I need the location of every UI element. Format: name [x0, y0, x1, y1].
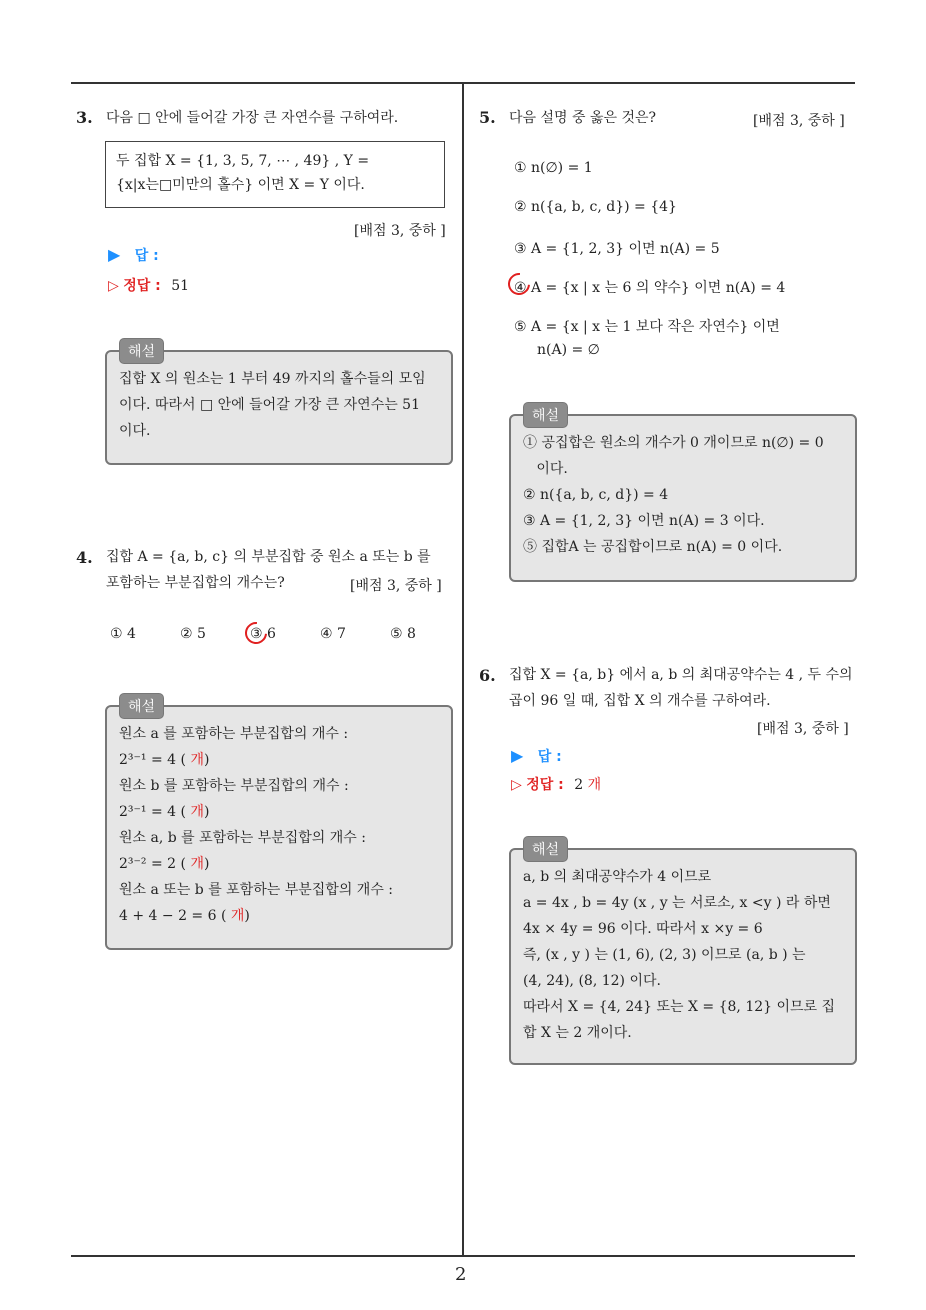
- q6-expl-line6: 따라서 X = {4, 24} 또는 X = {8, 12} 이므로 집: [523, 999, 836, 1015]
- q4-expl-line2: 2³⁻¹ = 4 ( 개): [119, 752, 210, 768]
- q6-answer-label: 답 :: [537, 749, 562, 765]
- q4-explanation-tab: 해설: [119, 693, 164, 719]
- q3-box-line1: 두 집합 X = {1, 3, 5, 7, ⋯ , 49} , Y =: [116, 153, 370, 169]
- q6-key-row: [511, 774, 601, 794]
- q4-number: 4.: [76, 548, 93, 567]
- q4-option-5[interactable]: ⑤ 8: [390, 626, 416, 642]
- q6-key-label: 정답 :: [526, 777, 564, 793]
- q4-expl-line7: 원소 a 또는 b 를 포함하는 부분집합의 개수 :: [119, 882, 394, 898]
- q5-option-4[interactable]: ④ A = {x | x 는 6 의 약수} 이면 n(A) = 4: [514, 280, 786, 296]
- bottom-rule: [71, 1255, 855, 1257]
- outline-triangle-icon: ▷: [108, 278, 119, 294]
- q4-option-2[interactable]: ② 5: [180, 626, 206, 642]
- play-triangle-icon: ▶: [511, 746, 524, 765]
- q4-expl-line1: 원소 a 를 포함하는 부분집합의 개수 :: [119, 726, 349, 742]
- q4-expl-line5: 원소 a, b 를 포함하는 부분집합의 개수 :: [119, 830, 366, 846]
- q4-option-4[interactable]: ④ 7: [320, 626, 346, 642]
- q6-answer-row[interactable]: [511, 746, 562, 766]
- q3-expl-line2: 이다. 따라서 □ 안에 들어갈 가장 큰 자연수는 51: [119, 397, 421, 413]
- q5-option-5[interactable]: ⑤ A = {x | x 는 1 보다 작은 자연수} 이면: [514, 319, 780, 335]
- q3-key-value: 51: [171, 278, 190, 294]
- q3-condition-box: [105, 141, 445, 208]
- q5-option-2[interactable]: ② n({a, b, c, d}) = {4}: [514, 199, 677, 215]
- q3-number: 3.: [76, 108, 93, 127]
- q6-question-line2: 곱이 96 일 때, 집합 X 의 개수를 구하여라.: [509, 693, 771, 709]
- q3-key-label: 정답 :: [123, 278, 161, 294]
- q6-number: 6.: [479, 666, 496, 685]
- q5-option-1[interactable]: ① n(∅) = 1: [514, 160, 593, 176]
- q3-answer-row[interactable]: [108, 245, 159, 265]
- q5-explanation-tab: 해설: [523, 402, 568, 428]
- column-divider: [462, 83, 464, 1256]
- q6-score: [배점 3, 중하 ]: [757, 721, 849, 737]
- q4-question-line2: 포함하는 부분집합의 개수는?: [106, 575, 285, 591]
- q4-option-1[interactable]: ① 4: [110, 626, 136, 642]
- play-triangle-icon: ▶: [108, 245, 121, 264]
- q6-expl-line2: a = 4x , b = 4y (x , y 는 서로소, x <y ) 라 하면: [523, 895, 831, 911]
- q4-expl-line8: 4 + 4 − 2 = 6 ( 개): [119, 908, 250, 924]
- q3-key-row: [108, 275, 189, 295]
- q6-key-unit: 개: [587, 777, 602, 793]
- q3-answer-label: 답 :: [134, 248, 159, 264]
- q4-question-line1: 집합 A = {a, b, c} 의 부분집합 중 원소 a 또는 b 를: [106, 549, 431, 565]
- q5-expl-line1: ① 공집합은 원소의 개수가 0 개이므로 n(∅) = 0: [523, 435, 824, 451]
- page-number: 2: [455, 1264, 467, 1285]
- q4-expl-line4: 2³⁻¹ = 4 ( 개): [119, 804, 210, 820]
- q5-expl-line3: ② n({a, b, c, d}) = 4: [523, 487, 669, 503]
- q6-question-line1: 집합 X = {a, b} 에서 a, b 의 최대공약수는 4 , 두 수의: [509, 667, 853, 683]
- q3-explanation-tab: 해설: [119, 338, 164, 364]
- q3-expl-line1: 집합 X 의 원소는 1 부터 49 까지의 홀수들의 모임: [119, 371, 426, 387]
- q6-expl-line3: 4x × 4y = 96 이다. 따라서 x ×y = 6: [523, 921, 763, 937]
- q3-expl-line3: 이다.: [119, 423, 151, 439]
- q5-expl-line4: ③ A = {1, 2, 3} 이면 n(A) = 3 이다.: [523, 513, 765, 529]
- q6-expl-line4: 즉, (x , y ) 는 (1, 6), (2, 3) 이므로 (a, b ) 는: [523, 947, 806, 963]
- q4-option-3[interactable]: ③ 6: [250, 626, 276, 642]
- q4-expl-line6: 2³⁻² = 2 ( 개): [119, 856, 210, 872]
- q5-explanation-box: [509, 414, 857, 582]
- q6-explanation-tab: 해설: [523, 836, 568, 862]
- q6-expl-line5: (4, 24), (8, 12) 이다.: [523, 973, 661, 989]
- q5-expl-line2: 이다.: [523, 461, 568, 477]
- q4-explanation-box: [105, 705, 453, 950]
- q5-option-3[interactable]: ③ A = {1, 2, 3} 이면 n(A) = 5: [514, 241, 720, 257]
- q5-score: [배점 3, 중하 ]: [753, 113, 845, 129]
- q6-key-value: 2: [574, 777, 584, 793]
- q6-expl-line1: a, b 의 최대공약수가 4 이므로: [523, 869, 712, 885]
- q4-selected-circle-icon: [241, 618, 272, 649]
- q5-number: 5.: [479, 108, 496, 127]
- outline-triangle-icon: ▷: [511, 777, 522, 793]
- q3-explanation-box: [105, 350, 453, 465]
- q4-expl-line3: 원소 b 를 포함하는 부분집합의 개수 :: [119, 778, 349, 794]
- q5-expl-line5: ⑤ 집합A 는 공집합이므로 n(A) = 0 이다.: [523, 539, 783, 555]
- q6-explanation-box: [509, 848, 857, 1065]
- q5-option-5-cont: n(A) = ∅: [537, 342, 600, 358]
- q5-question: 다음 설명 중 옳은 것은?: [509, 110, 657, 126]
- q4-score: [배점 3, 중하 ]: [350, 578, 442, 594]
- q3-score: [배점 3, 중하 ]: [354, 223, 446, 239]
- q6-expl-line7: 합 X 는 2 개이다.: [523, 1025, 632, 1041]
- q3-box-line2: {x|x는□미만의 홀수} 이면 X = Y 이다.: [116, 177, 365, 193]
- q3-question: 다음 □ 안에 들어갈 가장 큰 자연수를 구하여라.: [106, 110, 399, 126]
